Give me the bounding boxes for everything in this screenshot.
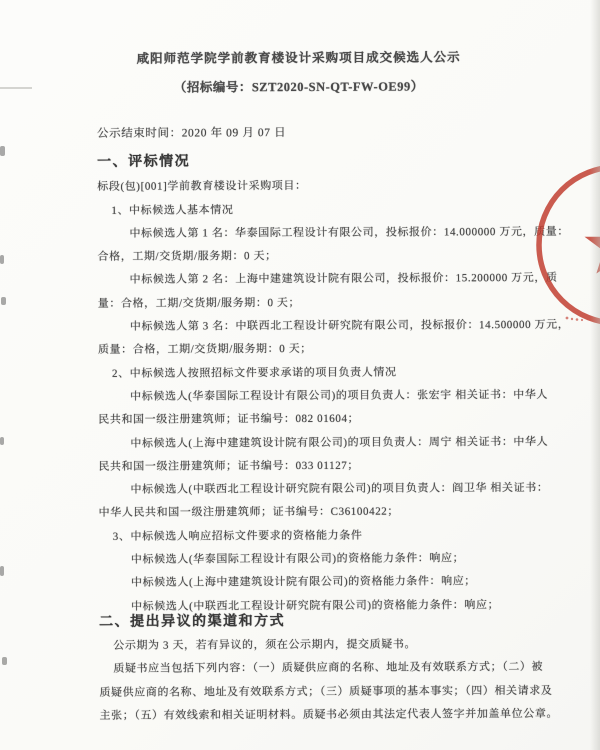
doc-body	[96, 121, 570, 728]
doc-line: 1、中标候选人基本情况	[111, 203, 234, 217]
doc-line: 中标候选人(中联西北工程设计研究院有限公司)的资格能力条件：响应；	[131, 598, 500, 613]
scan-edge-shadow	[590, 0, 600, 750]
publish-end-time: 公示结束时间：2020 年 09 月 07 日	[96, 127, 287, 140]
doc-line: 标段(包)[001]学前教育楼设计采购项目：	[97, 180, 307, 194]
scan-smudge	[0, 437, 4, 445]
doc-line: 2、中标候选人按照招标文件要求承诺的项目负责人情况	[112, 366, 397, 380]
scan-smudge	[2, 657, 7, 665]
scan-smudge	[1, 297, 6, 305]
doc-line: 中华人民共和国一级注册建筑师；证书编号：C36100422；	[98, 506, 400, 520]
doc-line: 中标候选人(华泰国际工程设计有限公司)的项目负责人：张宏宇 相关证书：中华人	[130, 388, 549, 403]
section-2-heading: 二、提出异议的渠道和方式	[99, 614, 286, 630]
scan-smudge	[0, 255, 4, 264]
doc-line: 3、中标候选人响应招标文件要求的资格能力条件	[112, 529, 363, 543]
doc-line: 中标候选人(华泰国际工程设计有限公司)的资格能力条件：响应；	[130, 552, 465, 566]
doc-line: 民共和国一级注册建筑师；证书编号：033 01127；	[98, 459, 360, 473]
doc-line: 合格，工期/交货期/服务期：0 天；	[97, 250, 277, 264]
official-stamp-seal	[515, 155, 600, 345]
scan-smudge	[0, 566, 4, 576]
doc-line: 公示期为 3 天，若有异议的，须在公示期内，提交质疑书。	[113, 638, 417, 652]
doc-line: 中标候选人(上海中建建筑设计院有限公司)的项目负责人：周宁 相关证书：中华人	[130, 435, 549, 450]
seal-ink-speckles	[566, 317, 584, 321]
scan-smudge	[0, 146, 5, 156]
doc-line: 中标候选人第 3 名：中联西北工程设计研究院有限公司，投标报价：14.500000 万元，	[129, 318, 570, 333]
doc-line: 中标候选人(上海中建建筑设计院有限公司)的资格能力条件：响应；	[130, 575, 476, 590]
section-1-heading: 一、评标情况	[97, 154, 191, 171]
doc-line: 中标候选人第 1 名：华泰国际工程设计有限公司，投标报价：14.000000 万元，质量：	[129, 225, 569, 240]
tender-number: （招标编号：SZT2020-SN-QT-FW-OE99）	[173, 79, 424, 95]
doc-title: 咸阳师范学院学前教育楼设计采购项目成交候选人公示	[136, 50, 461, 66]
doc-line: 主张；（五）有效线索和相关证明材料。质疑书必须由其法定代表人签字并加盖单位公章。	[99, 707, 559, 722]
doc-line: 中标候选人第 2 名：上海中建建筑设计院有限公司，投标报价：15.200000 万元，质	[129, 272, 558, 287]
doc-line: 量：合格，工期/交货期/服务期：0 天；	[97, 296, 301, 310]
doc-line: 质疑供应商的名称、地址及有效联系方式；（三）质疑事项的基本事实；（四）相关请求及	[99, 684, 553, 699]
doc-line: 民共和国一级注册建筑师；证书编号：082 01604；	[98, 413, 360, 427]
doc-line: 中标候选人(中联西北工程设计研究院有限公司)的项目负责人：阎卫华 相关证书：	[130, 482, 549, 496]
doc-line: 质疑书应当包括下列内容：（一）质疑供应商的名称、地址及有效联系方式；（二）被	[113, 661, 544, 676]
doc-line: 质量：合格，工期/交货期/服务期：0 天；	[97, 343, 312, 357]
scan-line-artifact	[0, 87, 32, 89]
